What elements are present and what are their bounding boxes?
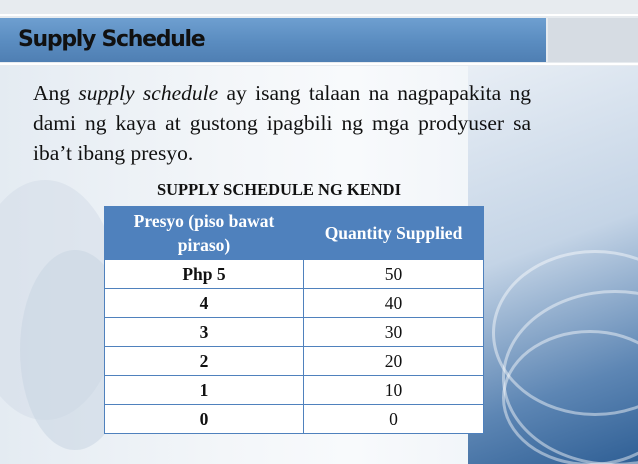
header-rule — [0, 63, 638, 65]
quantity-column-header: Quantity Supplied — [304, 207, 484, 260]
price-column-header: Presyo (piso bawat piraso) — [105, 207, 304, 260]
table-row — [105, 289, 484, 318]
price-cell: 3 — [105, 318, 304, 347]
table-row — [105, 405, 484, 434]
price-cell: 4 — [105, 289, 304, 318]
definition-paragraph — [33, 78, 531, 168]
quantity-cell: 50 — [304, 260, 484, 289]
table-row — [105, 318, 484, 347]
table-row — [105, 260, 484, 289]
table-header-row — [105, 207, 484, 260]
quantity-cell: 20 — [304, 347, 484, 376]
paragraph-lead: Ang — [33, 81, 79, 105]
quantity-cell: 10 — [304, 376, 484, 405]
quantity-cell: 0 — [304, 405, 484, 434]
slide-title: Supply Schedule — [18, 27, 205, 52]
price-cell: Php 5 — [105, 260, 304, 289]
table-title: SUPPLY SCHEDULE NG KENDI — [156, 180, 402, 199]
header-rule — [0, 14, 638, 16]
table-row — [105, 376, 484, 405]
quantity-cell: 30 — [304, 318, 484, 347]
paragraph-term: supply schedule — [78, 81, 219, 105]
quantity-cell: 40 — [304, 289, 484, 318]
price-cell: 1 — [105, 376, 304, 405]
title-corner-box — [548, 18, 638, 62]
price-cell: 0 — [105, 405, 304, 434]
price-cell: 2 — [105, 347, 304, 376]
header — [0, 0, 638, 66]
paragraph-rest: ay isang talaan na nagpapakita ng dami ng kaya at gustong ipagbili ng mga prodyuser sa iba’t ibang presyo. — [33, 81, 531, 165]
table-row — [105, 347, 484, 376]
supply-schedule-table — [104, 206, 484, 434]
